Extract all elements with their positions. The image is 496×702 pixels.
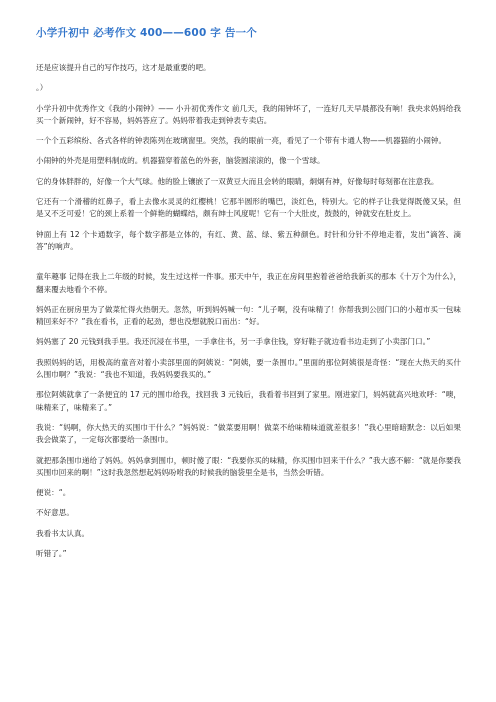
paragraph: 便说：“。	[36, 488, 71, 498]
paragraph: 钟面上有 12 个卡通数字，每个数字都是立体的，有红、黄、蓝、绿、紫五种颜色。时针和分针不停地走着，发出“滴答、滴答”的响声。	[36, 229, 461, 251]
paragraph: 。）	[36, 83, 48, 93]
paragraph: 听错了。”	[36, 549, 67, 559]
document-title: 小学升初中 必考作文 400——600 字 告一个	[36, 27, 257, 39]
paragraph: 那位阿姨就拿了一条便宜的 17 元的围巾给我，找回我 3 元钱后，我看着书回到了家里。刚进家门，妈妈就高兴地欢呼：“噢，味精来了，味精来了。”	[36, 390, 461, 412]
document-body	[36, 62, 461, 568]
paragraph: 妈妈塞了 20 元钱到我手里。我还沉浸在书里，一手拿住书，另一手拿住钱，穿好鞋子就边看书边走到了小卖部门口。”	[36, 337, 431, 347]
paragraph: 我说：“妈啊，你大热天的买围巾干什么？”妈妈说：“做菜要用啊！做菜不给味精味道就差很多！”我心里暗暗默念：以后如果我会做菜了，一定每次都要给一条围巾。	[36, 422, 461, 445]
paragraph: 童年趣事 记得在我上二年级的时候，发生过这样一件事。那天中午，我正在房间里抱着爸爸给我新买的那本《十万个为什么》，翻来覆去地看个不停。	[36, 272, 461, 294]
paragraph: 我看书太认真。	[36, 528, 90, 538]
paragraph: 妈妈正在厨房里为了做菜忙得火热朝天。忽然，听到妈妈喊一句：“儿子啊，没有味精了！你帮我到公园门口的小超市买一包味精回来好不？”我在看书，正看的起劲，想也没想就脱口而出：“好。	[36, 304, 461, 327]
paragraph: 就把那条围巾递给了妈妈。妈妈拿到围巾，顿时傻了眼：“我要你买的味精，你买围巾回来干什么？”我大惑不解：“就是你要我买围巾回来的啊！”这时我忽然想起妈妈吩咐我的时候我的脑袋里全是书，当然会听错。	[36, 455, 461, 477]
paragraph: 我照妈妈的话，用极高的童音对着小卖部里面的阿姨说：“阿姨，要一条围巾。”里面的那位阿姨很是奇怪：“现在大热天的买什么围巾啊？”我说：“我也不知道，我妈妈要我买的。”	[36, 357, 461, 380]
paragraph: 它还有一个滑稽的红鼻子，看上去像水灵灵的红樱桃！它那半圆形的嘴巴，淡红色，特别大。它的样子让我觉得既傻又呆，但是又不乏可爱！它的颈上系着一个鲜艳的蝴蝶结，颇有绅士风度呢！它有一个大肚皮，鼓鼓的，钟就安在肚皮上。	[36, 197, 461, 219]
paragraph: 不好意思。	[36, 508, 74, 518]
paragraph: 小闹钟的外壳是用塑料制成的。机器猫穿着蓝色的外套，脑袋圆滚滚的，像一个雪球。	[36, 156, 325, 166]
section-gap	[36, 261, 461, 271]
paragraph: 一个个五彩缤纷、各式各样的钟表陈列在玻璃窗里。突然，我的眼前一亮，看见了一个带有卡通人物——机器猫的小闹钟。	[36, 136, 447, 146]
paragraph: 小学升初中优秀作文《我的小闹钟》—— 小升初优秀作文 前几天，我的闹钟坏了，一连好几天早晨都没有响！我央求妈妈给我买一个新闹钟，好不容易，妈妈答应了。妈妈带着我走到钟表专卖店。	[36, 103, 461, 125]
paragraph: 它的身体胖胖的，好像一个大气球。他的脸上镶嵌了一双黄豆大而且会转的眼睛，炯炯有神，好像每时每刻都在注意我。	[36, 176, 439, 186]
paragraph: 还是应该提升自己的写作技巧，这才是最重要的吧。	[36, 63, 211, 72]
